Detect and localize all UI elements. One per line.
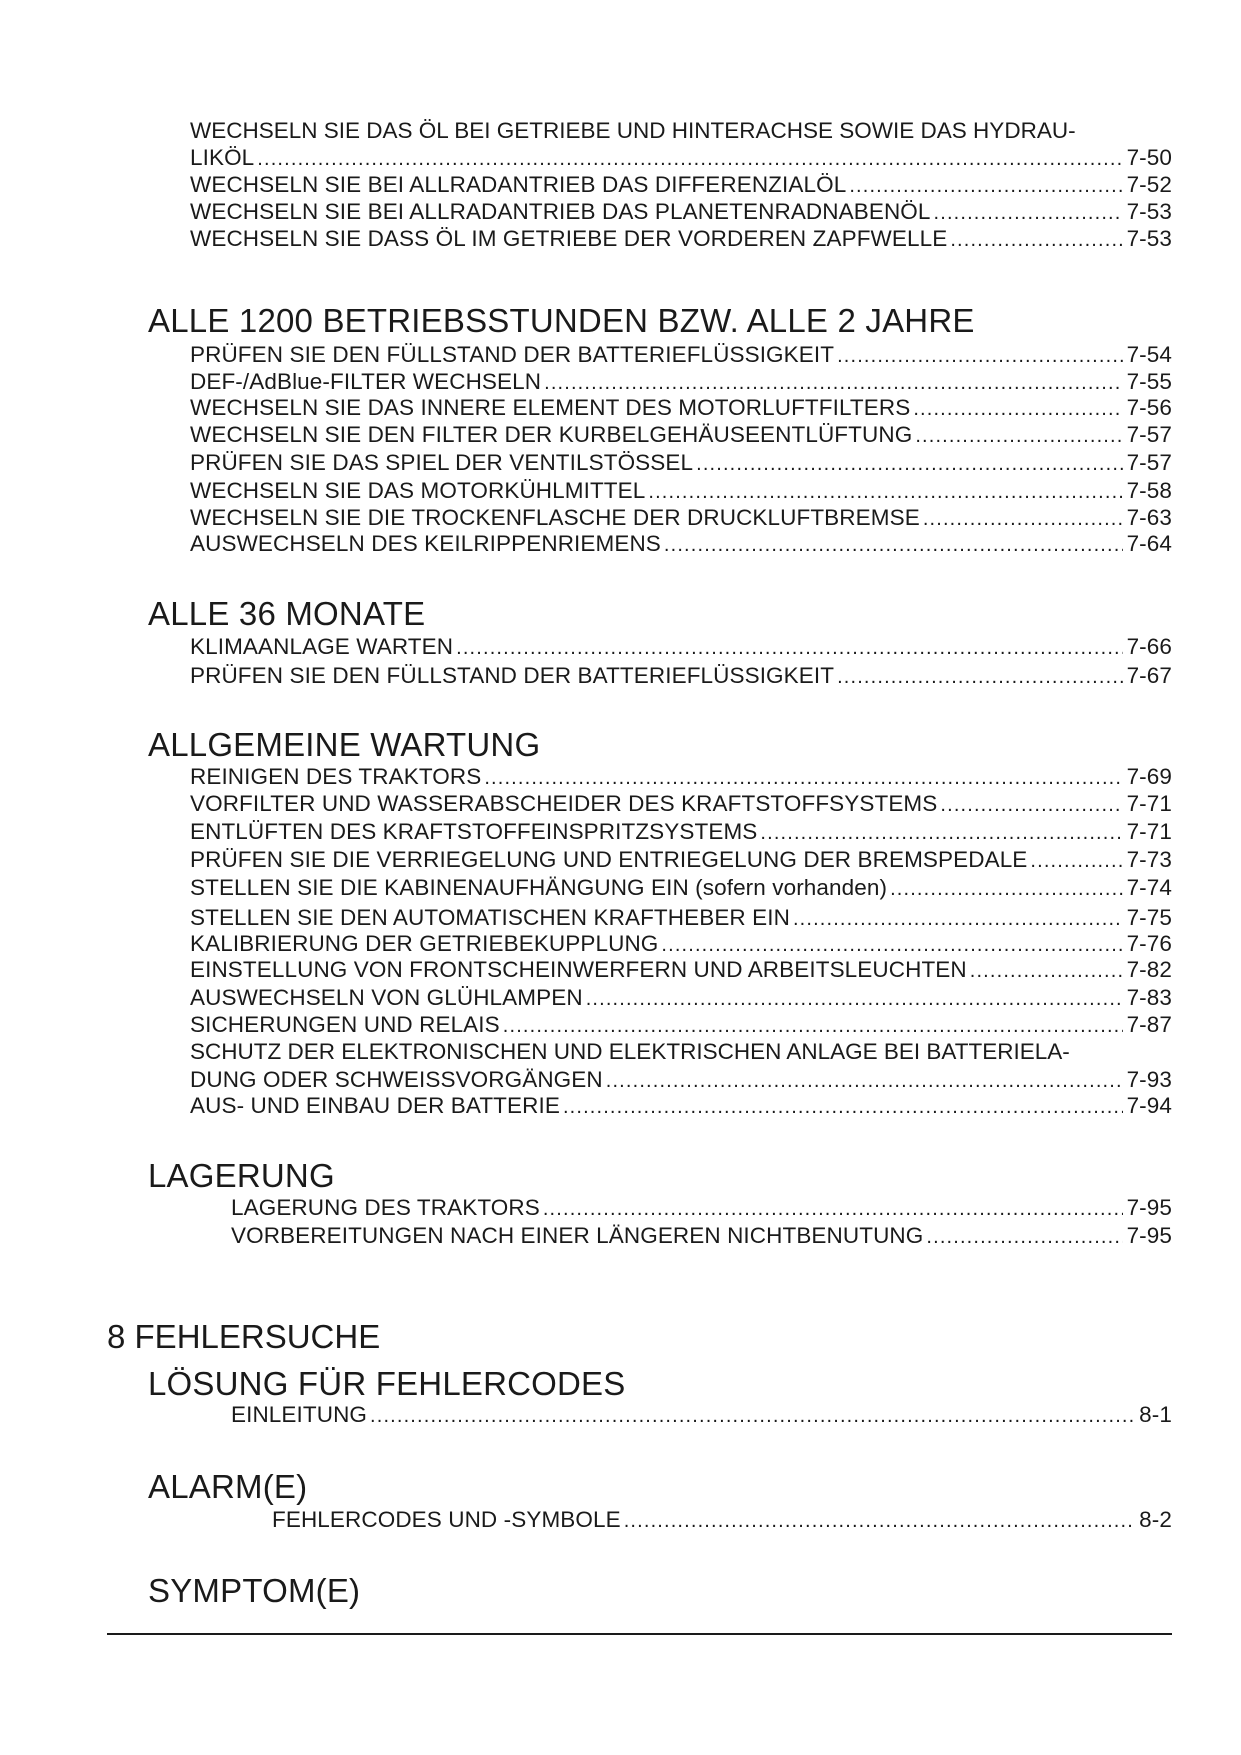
leader-dots: [257, 146, 1122, 173]
section-heading-storage[interactable]: LAGERUNG: [148, 1157, 335, 1194]
section-heading-36m[interactable]: ALLE 36 MONATE: [148, 595, 426, 632]
leader-dots: [696, 451, 1122, 478]
toc-page-number: 7-76: [1126, 931, 1172, 956]
leader-dots: [544, 370, 1122, 397]
toc-page-number: 7-67: [1126, 663, 1172, 688]
leader-dots: [837, 664, 1122, 691]
toc-entry-label: REINIGEN DES TRAKTORS: [190, 764, 482, 789]
toc-entry[interactable]: [190, 449, 1172, 478]
toc-entry[interactable]: [231, 1401, 1172, 1430]
leader-dots: [950, 227, 1122, 254]
toc-page-number: 7-71: [1126, 819, 1172, 844]
leader-dots: [793, 906, 1123, 933]
toc-page-number: 7-95: [1126, 1223, 1172, 1248]
leader-dots: [837, 343, 1122, 370]
toc-entry-label: FEHLERCODES UND -SYMBOLE: [272, 1507, 621, 1532]
toc-entry-label: EINLEITUNG: [231, 1402, 368, 1427]
toc-entry[interactable]: [190, 984, 1172, 1013]
toc-entry[interactable]: [190, 421, 1172, 450]
toc-page-number: 7-75: [1126, 905, 1172, 930]
leader-dots: [606, 1068, 1123, 1095]
toc-entry-line1: WECHSELN SIE DAS ÖL BEI GETRIEBE UND HINTERACHSE SOWIE DAS HYDRAU-: [190, 118, 1076, 143]
leader-dots: [648, 479, 1122, 506]
toc-entry-label: ENTLÜFTEN DES KRAFTSTOFFEINSPRITZSYSTEMS: [190, 819, 758, 844]
toc-page-number: 7-57: [1126, 450, 1172, 475]
toc-entry-label: DEF-/AdBlue-FILTER WECHSELN: [190, 369, 542, 394]
leader-dots: [940, 792, 1122, 819]
toc-page-number: 7-55: [1126, 369, 1172, 394]
toc-page-number: 7-94: [1126, 1093, 1172, 1118]
toc-entry-label: KALIBRIERUNG DER GETRIEBEKUPPLUNG: [190, 931, 659, 956]
leader-dots: [563, 1094, 1123, 1121]
toc-entry-label: AUSWECHSELN VON GLÜHLAMPEN: [190, 985, 583, 1010]
leader-dots: [934, 200, 1123, 227]
toc-entry-label: KLIMAANLAGE WARTEN: [190, 634, 454, 659]
toc-entry[interactable]: [190, 818, 1172, 847]
toc-entry-label: PRÜFEN SIE DEN FÜLLSTAND DER BATTERIEFLÜSSIGKEIT: [190, 663, 835, 688]
toc-entry[interactable]: [231, 1194, 1172, 1223]
toc-entry[interactable]: [190, 846, 1172, 875]
toc-entry[interactable]: [190, 1011, 1172, 1040]
leader-dots: [923, 506, 1123, 533]
toc-entry-label: WECHSELN SIE DEN FILTER DER KURBELGEHÄUSEENTLÜFTUNG: [190, 422, 913, 447]
toc-entry-label: WECHSELN SIE DIE TROCKENFLASCHE DER DRUCKLUFTBREMSE: [190, 505, 920, 530]
toc-entry-label: PRÜFEN SIE DAS SPIEL DER VENTILSTÖSSEL: [190, 450, 694, 475]
toc-entry-label: LAGERUNG DES TRAKTORS: [231, 1195, 540, 1220]
toc-page-number: 7-69: [1126, 764, 1172, 789]
leader-dots: [456, 635, 1122, 662]
toc-entry-line1: SCHUTZ DER ELEKTRONISCHEN UND ELEKTRISCHEN ANLAGE BEI BATTERIELA-: [190, 1039, 1070, 1064]
toc-entry-label: WECHSELN SIE BEI ALLRADANTRIEB DAS PLANETENRADNABENÖL: [190, 199, 931, 224]
toc-page-number: 7-63: [1126, 505, 1172, 530]
toc-page-number: 7-74: [1126, 875, 1172, 900]
leader-dots: [624, 1508, 1135, 1535]
leader-dots: [503, 1013, 1123, 1040]
toc-page-number: 7-83: [1126, 985, 1172, 1010]
toc-entry[interactable]: [190, 1066, 1172, 1095]
toc-entry[interactable]: [190, 225, 1172, 254]
toc-entry-label: AUS- UND EINBAU DER BATTERIE: [190, 1093, 560, 1118]
toc-entry[interactable]: [190, 1092, 1172, 1121]
toc-page-number: 7-50: [1126, 145, 1172, 170]
toc-page-number: 7-66: [1126, 634, 1172, 659]
toc-entry-label: AUSWECHSELN DES KEILRIPPENRIEMENS: [190, 531, 661, 556]
toc-page-number: 7-54: [1126, 342, 1172, 367]
toc-entry[interactable]: [190, 171, 1172, 200]
toc-entry-label: STELLEN SIE DIE KABINENAUFHÄNGUNG EIN (sofern vorhanden): [190, 875, 888, 900]
toc-page-number: 7-95: [1126, 1195, 1172, 1220]
toc-page-number: 7-73: [1126, 847, 1172, 872]
toc-entry-label: WECHSELN SIE DAS MOTORKÜHLMITTEL: [190, 478, 646, 503]
leader-dots: [370, 1403, 1135, 1430]
section-heading-alarm[interactable]: ALARM(E): [148, 1468, 308, 1505]
footer-rule: [107, 1633, 1172, 1635]
toc-entry-label: WECHSELN SIE BEI ALLRADANTRIEB DAS DIFFERENZIALÖL: [190, 172, 847, 197]
leader-dots: [586, 986, 1123, 1013]
toc-page-number: 7-64: [1126, 531, 1172, 556]
toc-entry-label: PRÜFEN SIE DIE VERRIEGELUNG UND ENTRIEGELUNG DER BREMSPEDALE: [190, 847, 1028, 872]
toc-entry[interactable]: [190, 956, 1172, 985]
toc-entry-label: STELLEN SIE DEN AUTOMATISCHEN KRAFTHEBER EIN: [190, 905, 790, 930]
toc-page-number: 7-56: [1126, 395, 1172, 420]
leader-dots: [913, 396, 1122, 423]
toc-entry[interactable]: [190, 633, 1172, 662]
toc-entry-label: SICHERUNGEN UND RELAIS: [190, 1012, 500, 1037]
toc-page-number: 7-52: [1126, 172, 1172, 197]
leader-dots: [970, 958, 1123, 985]
toc-page-number: 7-53: [1126, 226, 1172, 251]
toc-page-number: 8-1: [1139, 1402, 1172, 1427]
section-heading-1200h[interactable]: ALLE 1200 BETRIEBSSTUNDEN BZW. ALLE 2 JAHRE: [148, 302, 975, 339]
toc-entry[interactable]: [190, 144, 1172, 173]
toc-entry[interactable]: [190, 904, 1172, 933]
toc-entry[interactable]: [190, 341, 1172, 370]
toc-entry-label: LIKÖL: [190, 145, 255, 170]
toc-entry[interactable]: [190, 198, 1172, 227]
toc-entry-label: EINSTELLUNG VON FRONTSCHEINWERFERN UND ARBEITSLEUCHTEN: [190, 957, 967, 982]
toc-entry[interactable]: [190, 662, 1172, 691]
toc-entry[interactable]: [231, 1222, 1172, 1251]
chapter-title[interactable]: 8 FEHLERSUCHE: [107, 1318, 381, 1355]
toc-entry[interactable]: [190, 763, 1172, 792]
toc-page-number: 7-93: [1126, 1067, 1172, 1092]
toc-entry-label: VORFILTER UND WASSERABSCHEIDER DES KRAFTSTOFFSYSTEMS: [190, 791, 938, 816]
toc-entry-label: DUNG ODER SCHWEISSVORGÄNGEN: [190, 1067, 603, 1092]
toc-page-number: 7-82: [1126, 957, 1172, 982]
toc-page-number: 7-87: [1126, 1012, 1172, 1037]
section-heading-symptom[interactable]: SYMPTOM(E): [148, 1572, 361, 1609]
leader-dots: [664, 532, 1123, 559]
toc-page-number: 7-57: [1126, 422, 1172, 447]
leader-dots: [890, 876, 1122, 903]
toc-page-number: 7-71: [1126, 791, 1172, 816]
toc-page-number: 7-53: [1126, 199, 1172, 224]
toc-entry-label: WECHSELN SIE DAS INNERE ELEMENT DES MOTORLUFTFILTERS: [190, 395, 911, 420]
toc-entry[interactable]: [190, 790, 1172, 819]
section-heading-general[interactable]: ALLGEMEINE WARTUNG: [148, 726, 541, 763]
leader-dots: [543, 1196, 1123, 1223]
toc-entry[interactable]: [190, 394, 1172, 423]
toc-entry-label: PRÜFEN SIE DEN FÜLLSTAND DER BATTERIEFLÜSSIGKEIT: [190, 342, 835, 367]
toc-entry[interactable]: [190, 504, 1172, 533]
toc-entry[interactable]: [190, 477, 1172, 506]
leader-dots: [915, 423, 1122, 450]
toc-entry[interactable]: [190, 874, 1172, 903]
toc-entry-label: VORBEREITUNGEN NACH EINER LÄNGEREN NICHTBENUTUNG: [231, 1223, 924, 1248]
leader-dots: [760, 820, 1122, 847]
toc-entry[interactable]: [190, 530, 1172, 559]
section-heading-fault-codes[interactable]: LÖSUNG FÜR FEHLERCODES: [148, 1365, 626, 1402]
toc-entry[interactable]: [190, 368, 1172, 397]
toc-page-number: 7-58: [1126, 478, 1172, 503]
toc-entry[interactable]: [190, 930, 1172, 959]
toc-entry-label: WECHSELN SIE DASS ÖL IM GETRIEBE DER VORDEREN ZAPFWELLE: [190, 226, 948, 251]
toc-entry[interactable]: [272, 1506, 1172, 1535]
leader-dots: [484, 765, 1122, 792]
leader-dots: [849, 173, 1122, 200]
leader-dots: [1030, 848, 1122, 875]
toc-page-number: 8-2: [1139, 1507, 1172, 1532]
leader-dots: [661, 932, 1122, 959]
leader-dots: [926, 1224, 1122, 1251]
